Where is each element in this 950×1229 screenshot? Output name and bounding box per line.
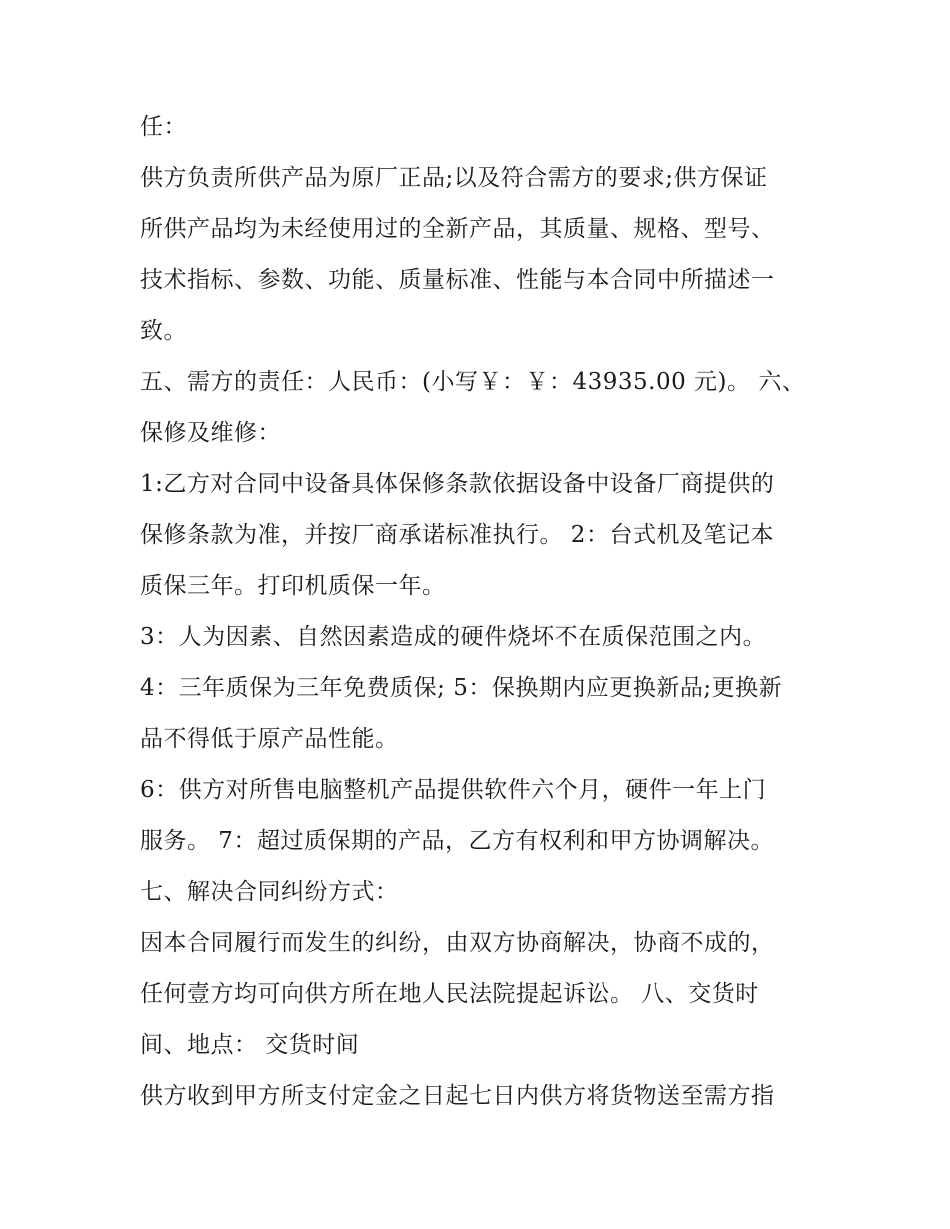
text-line: 任何壹方均可向供方所在地人民法院提起诉讼。 八、交货时 [140,981,759,1007]
text-line: 保修条款为准，并按厂商承诺标准执行。 2：台式机及笔记本 [140,522,774,548]
text-line: 五、需方的责任：人民币：(小写￥：￥：43935.00 元)。 六、 [140,369,806,395]
document-body [140,102,820,1122]
text-line: 1:乙方对合同中设备具体保修条款依据设备中设备厂商提供的 [140,471,775,497]
text-line: 3：人为因素、自然因素造成的硬件烧坏不在质保范围之内。 [140,624,767,650]
text-line: 供方收到甲方所支付定金之日起七日内供方将货物送至需方指 [140,1083,775,1109]
text-line: 任： [140,114,187,140]
text-line: 因本合同履行而发生的纠纷，由双方协商解决，协商不成的， [140,930,775,956]
text-line: 保修及维修： [140,420,281,446]
text-line: 七、解决合同纠纷方式： [140,879,399,905]
text-line: 所供产品均为未经使用过的全新产品，其质量、规格、型号、 [140,216,775,242]
text-line: 6：供方对所售电脑整机产品提供软件六个月，硬件一年上门 [140,777,767,803]
text-line: 间、地点： 交货时间 [140,1032,360,1058]
text-line: 技术指标、参数、功能、质量标准、性能与本合同中所描述一 [140,267,775,293]
text-line: 质保三年。打印机质保一年。 [140,573,446,599]
text-line: 服务。 7：超过质保期的产品，乙方有权利和甲方协调解决。 [140,828,774,854]
text-line: 4：三年质保为三年免费质保; 5：保换期内应更换新品;更换新 [140,675,783,701]
text-line: 供方负责所供产品为原厂正品;以及符合需方的要求;供方保证 [140,165,768,191]
text-line: 品不得低于原产品性能。 [140,726,399,752]
text-line: 致。 [140,318,187,344]
